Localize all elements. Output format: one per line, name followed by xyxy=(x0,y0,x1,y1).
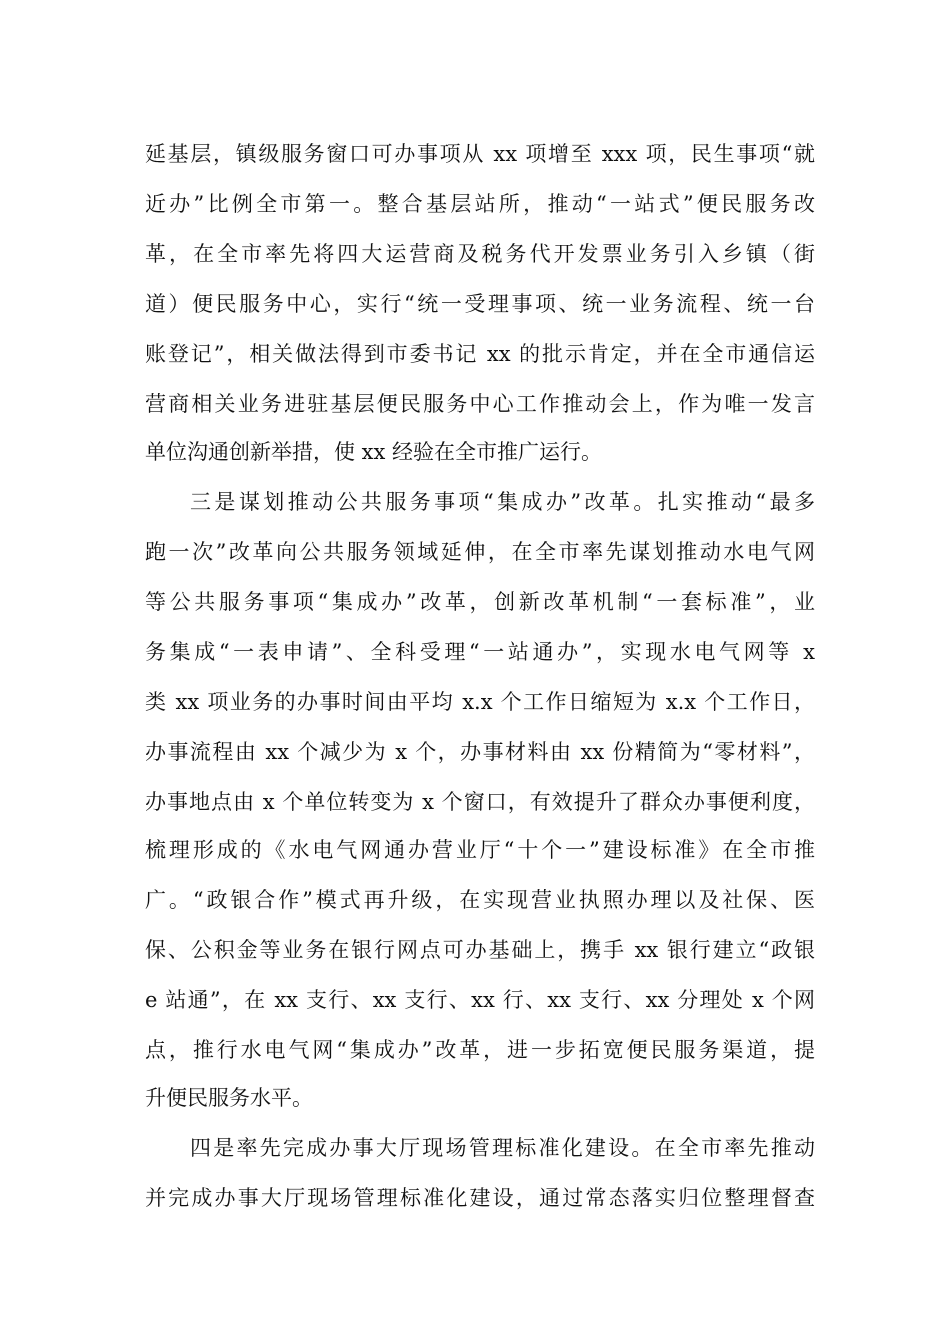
text-line: 革，在全市率先将四大运营商及税务代开发票业务引入乡镇（街 xyxy=(145,242,815,266)
text-line: 近办”比例全市第一。整合基层站所，推动“一站式”便民服务改 xyxy=(145,192,815,216)
text-line: 延基层，镇级服务窗口可办事项从 xx 项增至 xxx 项，民生事项“就 xyxy=(145,142,815,166)
text-line: 点，推行水电气网“集成办”改革，进一步拓宽便民服务渠道，提 xyxy=(145,1038,815,1062)
paragraph-heading-line: 三是谋划推动公共服务事项“集成办”改革。扎实推动“最多 xyxy=(190,490,815,514)
text-line: 营商相关业务进驻基层便民服务中心工作推动会上，作为唯一发言 xyxy=(145,392,815,416)
text-line: 并完成办事大厅现场管理标准化建设，通过常态落实归位整理督查 xyxy=(145,1186,815,1210)
text-line: 办事流程由 xx 个减少为 x 个，办事材料由 xx 份精简为“零材料”， xyxy=(145,740,815,764)
text-line: 务集成“一表申请”、全科受理“一站通办”，实现水电气网等 x xyxy=(145,640,815,664)
text-line: 跑一次”改革向公共服务领域延伸，在全市率先谋划推动水电气网 xyxy=(145,540,815,564)
text-line: 类 xx 项业务的办事时间由平均 x.x 个工作日缩短为 x.x 个工作日， xyxy=(145,690,815,714)
paragraph-heading-line: 四是率先完成办事大厅现场管理标准化建设。在全市率先推动 xyxy=(190,1136,815,1160)
text-line: e 站通”，在 xx 支行、xx 支行、xx 行、xx 支行、xx 分理处 x 个网 xyxy=(145,988,815,1012)
text-line: 账登记”，相关做法得到市委书记 xx 的批示肯定，并在全市通信运 xyxy=(145,342,815,366)
text-line: 道）便民服务中心，实行“统一受理事项、统一业务流程、统一台 xyxy=(145,292,815,316)
text-line: 广。“政银合作”模式再升级，在实现营业执照办理以及社保、医 xyxy=(145,888,815,912)
text-line: 梳理形成的《水电气网通办营业厅“十个一”建设标准》在全市推 xyxy=(145,838,815,862)
text-line: 等公共服务事项“集成办”改革，创新改革机制“一套标准”，业 xyxy=(145,590,815,614)
text-line: 升便民服务水平。 xyxy=(145,1086,313,1110)
text-line: 单位沟通创新举措，使 xx 经验在全市推广运行。 xyxy=(145,440,603,464)
text-line: 保、公积金等业务在银行网点可办基础上，携手 xx 银行建立“政银 xyxy=(145,938,815,962)
text-line: 办事地点由 x 个单位转变为 x 个窗口，有效提升了群众办事便利度， xyxy=(145,790,815,814)
